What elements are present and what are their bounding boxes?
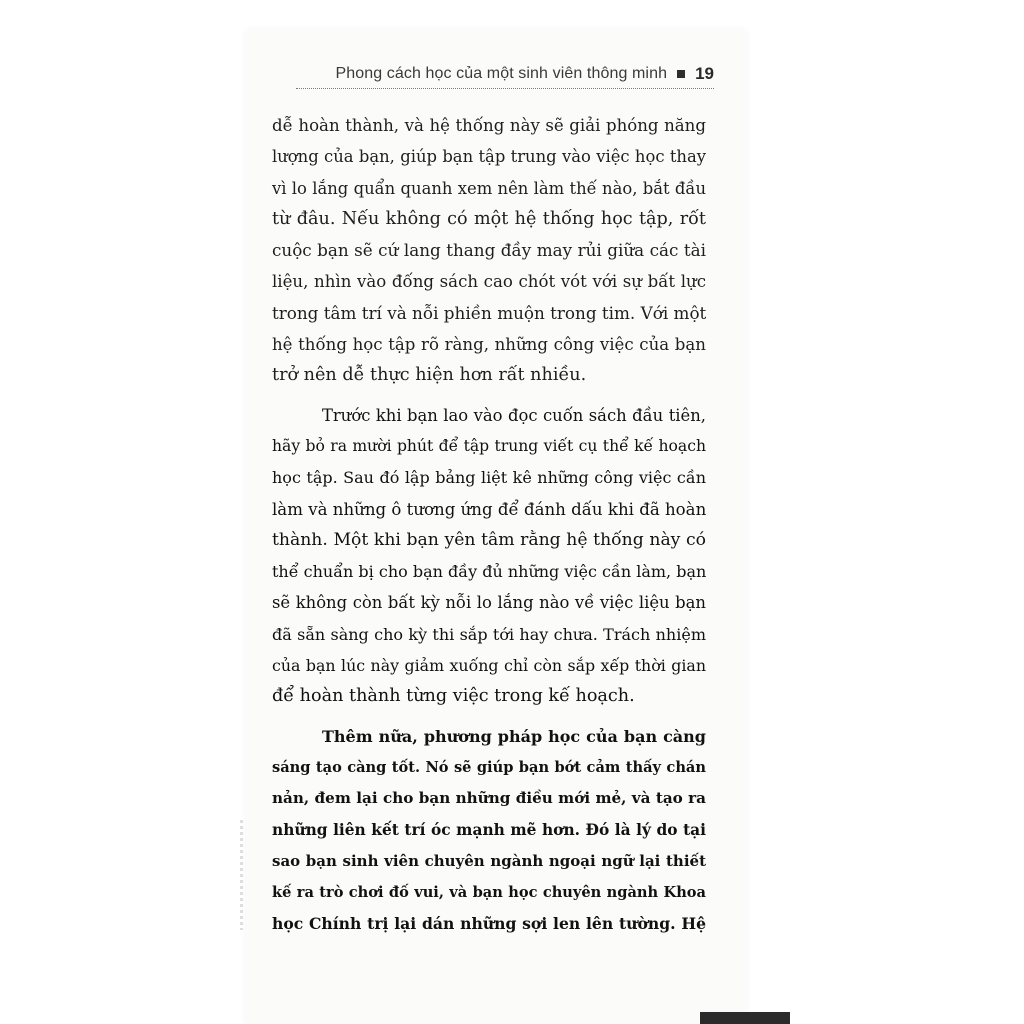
paragraph-2 (272, 400, 706, 713)
text-line: cuộc bạn sẽ cứ lang thang đầy may rủi giữa các tài (272, 240, 706, 261)
text-line: kế ra trò chơi đố vui, và bạn học chuyên ngành Khoa (272, 884, 706, 902)
text-line: học Chính trị lại dán những sợi len lên tường. Hệ (272, 914, 706, 934)
text-line: đã sẵn sàng cho kỳ thi sắp tới hay chưa. Trách nhiệm (272, 624, 706, 644)
text-line: sáng tạo càng tốt. Nó sẽ giúp bạn bớt cảm thấy chán (272, 758, 706, 776)
text-line: làm và những ô tương ứng để đánh dấu khi đã hoàn (272, 499, 707, 519)
header-bullet-icon (677, 70, 685, 78)
text-line: trở nên dễ thực hiện hơn rất nhiều. (272, 365, 587, 386)
running-header-title: Phong cách học của một sinh viên thông minh (335, 65, 668, 82)
text-line: nản, đem lại cho bạn những điều mới mẻ, và tạo ra (272, 789, 706, 808)
text-line: Trước khi bạn lao vào đọc cuốn sách đầu tiên, (322, 405, 706, 425)
text-line: sẽ không còn bất kỳ nỗi lo lắng nào về việc liệu bạn (272, 593, 706, 613)
text-line: những liên kết trí óc mạnh mẽ hơn. Đó là lý do tại (272, 820, 706, 839)
text-line: hệ thống học tập rõ ràng, những công việc của bạn (272, 335, 706, 355)
text-line: liệu, nhìn vào đống sách cao chót vót với sự bất lực (272, 272, 706, 292)
running-header (300, 58, 714, 90)
text-line: của bạn lúc này giảm xuống chỉ còn sắp xếp thời gian (272, 656, 706, 676)
paragraph-3 (272, 721, 706, 940)
page-number: 19 (695, 64, 714, 83)
page-edge-shadow (240, 820, 243, 930)
body-text (272, 110, 706, 940)
text-line: sao bạn sinh viên chuyên ngành ngoại ngữ lại thiết (272, 851, 706, 870)
text-line: để hoàn thành từng việc trong kế hoạch. (272, 686, 635, 707)
text-line: thành. Một khi bạn yên tâm rằng hệ thống này có (272, 529, 706, 550)
text-line: lượng của bạn, giúp bạn tập trung vào việc học thay (272, 147, 706, 167)
header-divider (296, 88, 714, 89)
text-line: Thêm nữa, phương pháp học của bạn càng (322, 726, 706, 746)
text-line: từ đâu. Nếu không có một hệ thống học tập, rốt (272, 208, 706, 229)
text-line: dễ hoàn thành, và hệ thống này sẽ giải phóng năng (272, 116, 706, 135)
book-cover-edge (700, 1012, 790, 1024)
text-line: trong tâm trí và nỗi phiền muộn trong tim. Với một (272, 302, 707, 323)
text-line: hãy bỏ ra mười phút để tập trung viết cụ thể kế hoạch (272, 436, 706, 455)
text-line: học tập. Sau đó lập bảng liệt kê những công việc cần (272, 468, 706, 488)
text-line: thể chuẩn bị cho bạn đầy đủ những việc cần làm, bạn (272, 562, 707, 582)
text-line: vì lo lắng quẩn quanh xem nên làm thế nào, bắt đầu (272, 178, 706, 198)
paragraph-1 (272, 110, 706, 392)
